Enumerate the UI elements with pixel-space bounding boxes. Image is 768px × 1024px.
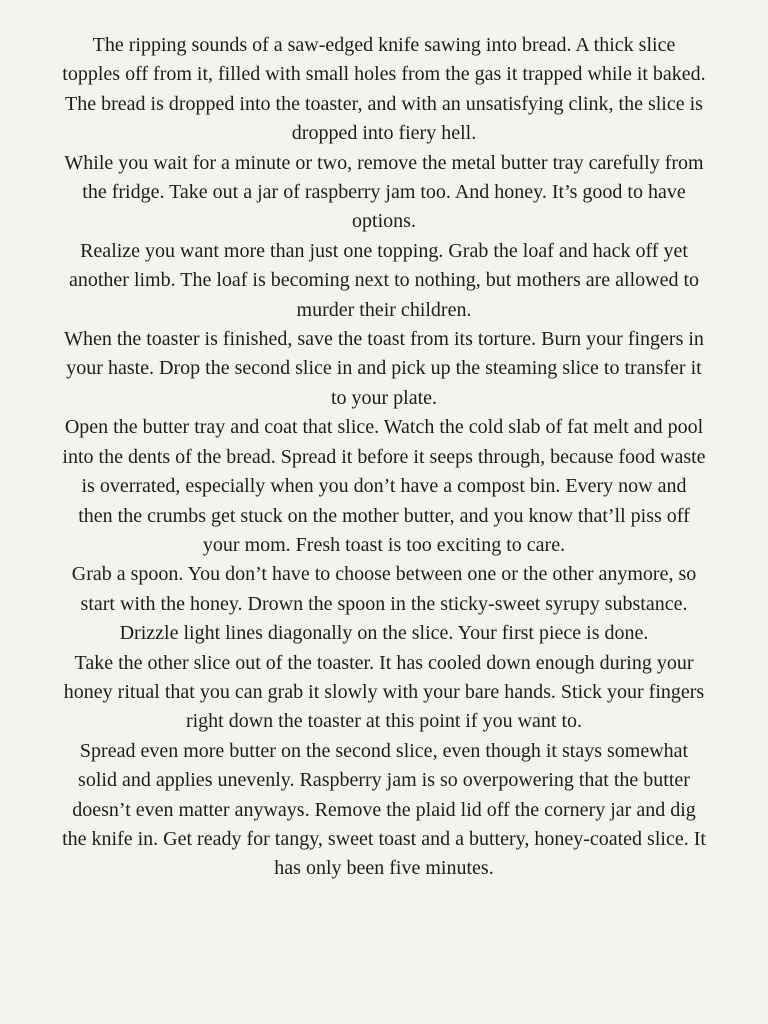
paragraph-2: While you wait for a minute or two, remove the metal butter tray carefully from the fridge. Take out a jar of raspberry jam too. And honey. It’s good to have options. [64, 151, 704, 233]
paragraph-4: When the toaster is finished, save the toast from its torture. Burn your fingers in your haste. Drop the second slice in and pick up the steaming slice to transfer it to your plate. [64, 328, 704, 409]
paragraph-5: Open the butter tray and coat that slice. Watch the cold slab of fat melt and pool into the dents of the bread. Spread it before it seeps through, because food waste is overrated, especially when you don’t have a compost bin. Every now and then the crumbs get stuck on the mother butter, and you know that’ll piss off your mom. Fresh toast is too exciting to care. [62, 416, 706, 556]
paragraph-3: Realize you want more than just one topping. Grab the loaf and hack off yet another limb. The loaf is becoming next to nothing, but mothers are allowed to murder their children. [68, 239, 700, 321]
paragraph-8: Spread even more butter on the second slice, even though it stays somewhat solid and applies unevenly. Raspberry jam is so overpowering that the butter doesn’t even matter anyways. Remove the plaid lid off the cornery jar and dig the knife in. Get ready for tangy, sweet toast and a buttery, honey-coated slice. It has only been five minutes. [62, 739, 706, 880]
paragraph-7: Take the other slice out of the toaster. It has cooled down enough during your honey ritual that you can grab it slowly with your bare hands. Stick your fingers right down the toaster at this point if you want to. [63, 651, 705, 733]
paragraph-1: The ripping sounds of a saw-edged knife sawing into bread. A thick slice topples off from it, filled with small holes from the gas it trapped while it baked. The bread is dropped into the toaster, and with an unsatisfying clink, the slice is dropped into fiery hell. [62, 34, 706, 145]
paragraph-6: Grab a spoon. You don’t have to choose between one or the other anymore, so start with the honey. Drown the spoon in the sticky-sweet syrupy substance. Drizzle light lines diagonally on the slice. Your first piece is done. [71, 563, 697, 645]
